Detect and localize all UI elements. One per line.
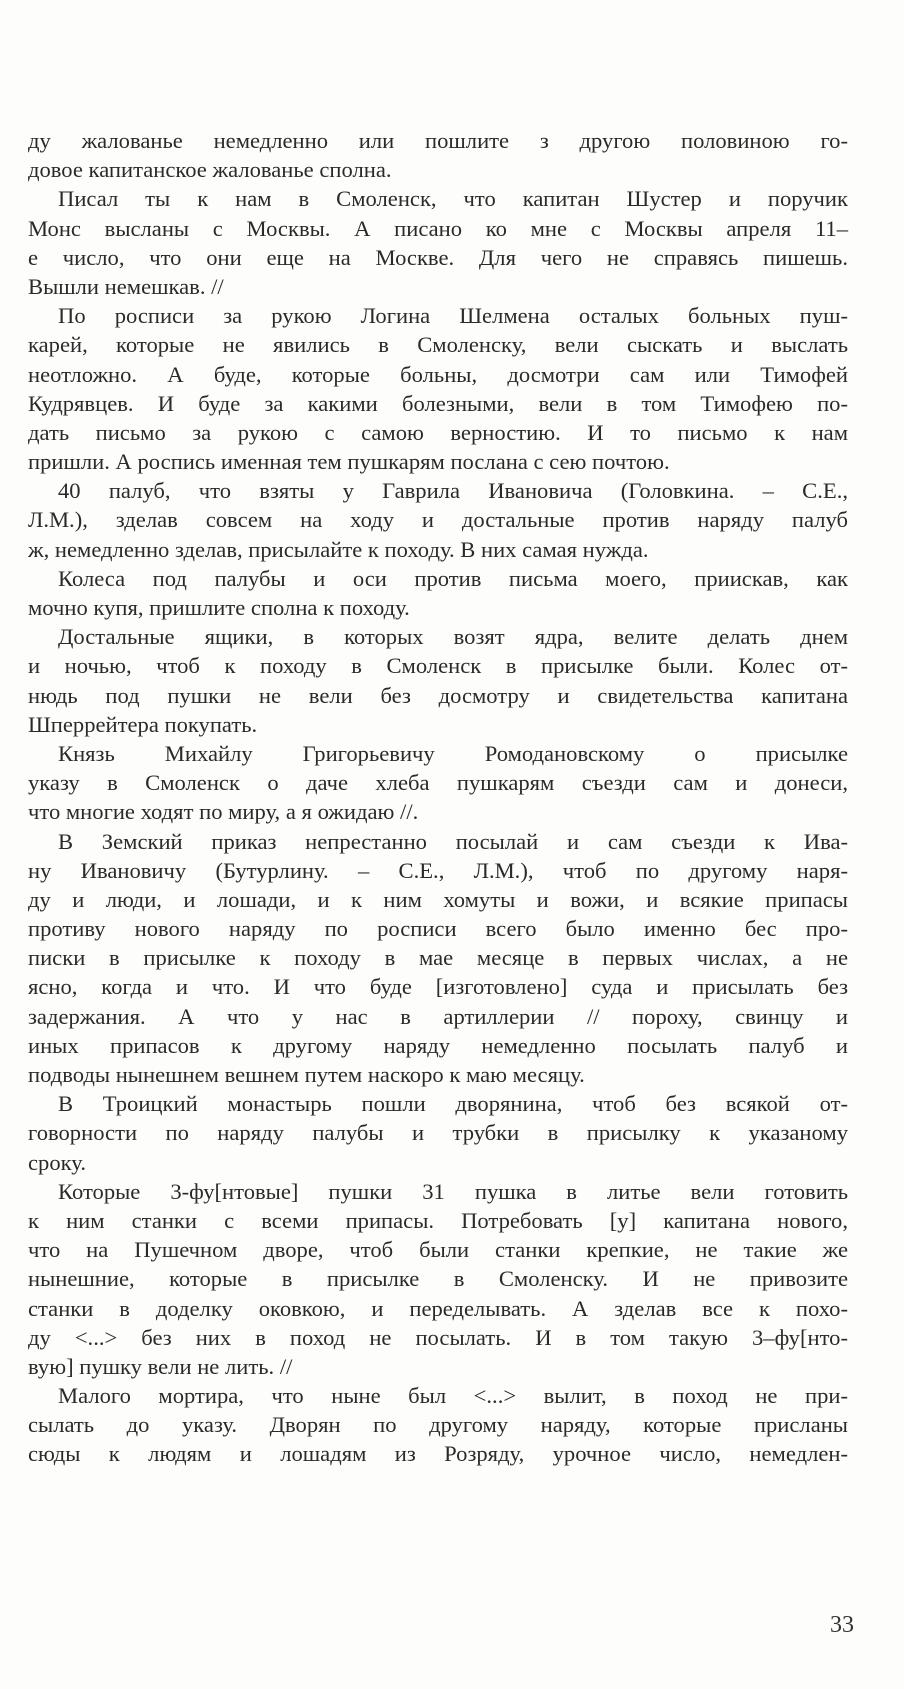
text-line: Вышли немешкав. // (28, 273, 224, 299)
text-line: Кудрявцев. И буде за какими болезными, вели в том Тимофею по- (28, 390, 848, 416)
text-line: вую] пушку вели не лить. // (28, 1353, 293, 1379)
text-line: 40 палуб, что взяты у Гаврила Ивановича (Головкина. – С.Е., (58, 478, 848, 504)
text-line: Шперрейтера покупать. (28, 711, 258, 737)
text-line: Которые 3-фу[нтовые] пушки 31 пушка в литье вели готовить (58, 1178, 848, 1204)
text-line: ду <...> без них в поход не посылать. И в том такую 3–фу[нто- (28, 1324, 848, 1350)
text-line: В Троицкий монастырь пошли дворянина, чтоб без всякой от- (58, 1091, 848, 1117)
text-line: ду жалованье немедленно или пошлите з другою половиною го- (28, 128, 848, 153)
text-line: ж, немедленно зделав, присылайте к походу. В них самая нужда. (28, 536, 649, 562)
text-line: е число, что они еще на Москве. Для чего не справясь пишешь. (28, 244, 848, 270)
text-line: и ночью, чтоб к походу в Смоленск в присылке были. Колес от- (28, 653, 848, 679)
text-line: сюды к людям и лошадям из Розряду, урочное число, немедлен- (28, 1441, 848, 1467)
text-line: подводы нынешнем вешнем путем наскоро к маю месяцу. (28, 1062, 585, 1087)
text-line: нынешние, которые в присылке в Смоленску. И не привозите (28, 1266, 848, 1292)
text-line: задержания. А что у нас в артиллерии // пороху, свинцу и (28, 1003, 848, 1029)
text-line: дать письмо за рукою с самою верностию. И то письмо к нам (28, 419, 848, 445)
text-line: ясно, когда и что. И что буде [изготовлено] суда и присылать без (28, 974, 848, 1000)
text-line: писки в присылке к походу в мае месяце в первых числах, а не (28, 945, 848, 971)
text-line: что многие ходят по миру, а я ожидаю //. (28, 799, 419, 825)
text-line: Колеса под палубы и оси против письма моего, приискав, как (58, 565, 848, 591)
text-line: Писал ты к нам в Смоленск, что капитан Шустер и поручик (58, 186, 848, 212)
text-line: нюдь под пушки не вели без досмотру и свидетельства капитана (28, 682, 848, 708)
text-line: Монс высланы с Москвы. А писано ко мне с Москвы апреля 11– (28, 215, 848, 241)
text-line: Достальные ящики, в которых возят ядра, велите делать днем (58, 624, 848, 650)
text-line: указу в Смоленск о даче хлеба пушкарям съезди сам и донеси, (28, 770, 848, 796)
text-line: ну Ивановичу (Бутурлину. – С.Е., Л.М.), чтоб по другому наря- (28, 857, 848, 883)
page-number: 33 (830, 1612, 854, 1638)
text-line: станки в доделку оковкою, и переделывать. А зделав все к похо- (28, 1295, 848, 1321)
text-line: Малого мортира, что ныне был <...> вылит, в поход не при- (58, 1383, 848, 1409)
text-line: Князь Михайлу Григорьевичу Ромодановскому о присылке (58, 740, 848, 766)
text-line: мочно купя, пришлите сполна к походу. (28, 595, 410, 620)
text-line: противу нового наряду по росписи всего было именно бес про- (28, 916, 848, 942)
text-line: карей, которые не явились в Смоленску, вели сыскать и выслать (28, 332, 848, 358)
text-line: В Земский приказ непрестанно посылай и сам съезди к Ива- (58, 828, 848, 854)
text-line: к ним станки с всеми припасы. Потребовать [у] капитана нового, (28, 1207, 848, 1233)
text-line: иных припасов к другому наряду немедленно посылать палуб и (28, 1032, 848, 1058)
body-text (28, 126, 848, 1469)
text-line: пришли. А роспись именная тем пушкарям послана с сею почтою. (28, 449, 670, 475)
text-line: говорности по наряду палубы и трубки в присылку к указаному (28, 1120, 848, 1146)
text-line: ду и люди, и лошади, и к ним хомуты и вожи, и всякие припасы (28, 886, 848, 912)
text-line: Л.М.), зделав совсем на ходу и достальные против наряду палуб (28, 507, 848, 533)
text-line: довое капитанское жалованье сполна. (28, 157, 392, 183)
text-line: неотложно. А буде, которые больны, досмотри сам или Тимофей (28, 361, 848, 387)
text-line: что на Пушечном дворе, чтоб были станки крепкие, не такие же (28, 1237, 848, 1263)
text-line: сроку. (28, 1149, 86, 1175)
text-line: сылать до указу. Дворян по другому наряду, которые присланы (28, 1412, 848, 1438)
text-line: По росписи за рукою Логина Шелмена осталых больных пуш- (58, 303, 848, 329)
